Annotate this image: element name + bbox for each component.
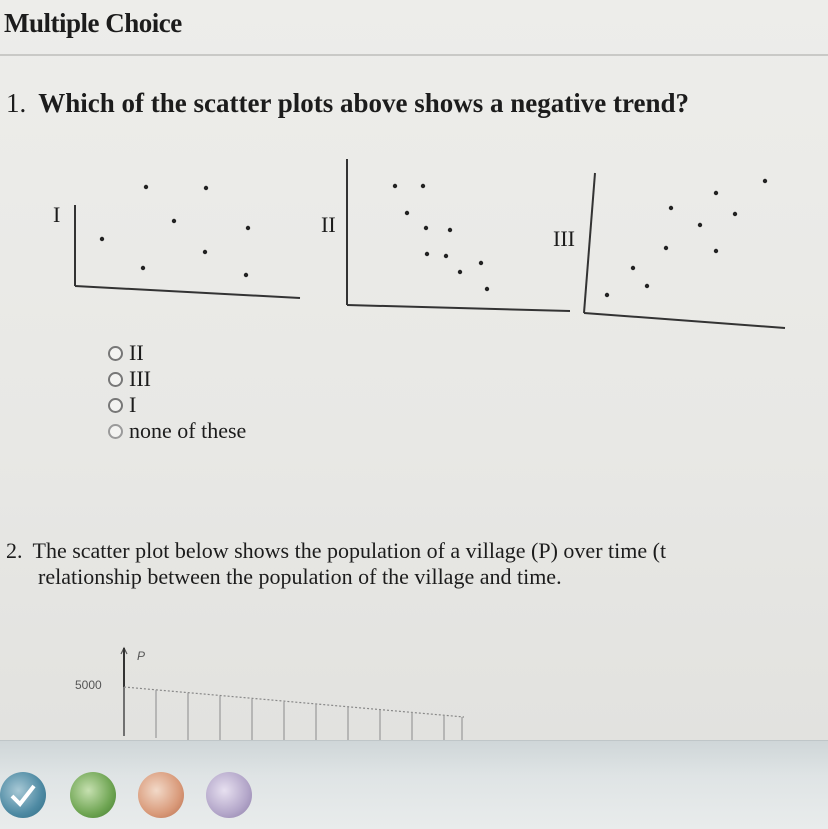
circle-icon[interactable] [138, 772, 184, 818]
option-label: I [129, 392, 137, 417]
option-iii[interactable] [108, 366, 246, 392]
question-1-prompt [6, 88, 689, 119]
scatter-plot-1-graphic [60, 150, 310, 310]
option-label: none of these [129, 418, 247, 443]
question-2-line-1: The scatter plot below shows the population of a village (P) over time (t [32, 538, 667, 563]
radio-button[interactable] [108, 424, 123, 439]
section-divider [0, 54, 828, 56]
option-label: III [129, 366, 151, 391]
plot-2-label: II [321, 212, 336, 237]
radio-button[interactable] [108, 346, 123, 361]
option-i[interactable] [108, 392, 246, 418]
question-1-options [108, 340, 246, 444]
scatter-plot-3-graphic [570, 170, 800, 335]
section-title: Multiple Choice [4, 8, 182, 38]
question-2-prompt [6, 538, 666, 590]
question-2-number: 2. [6, 538, 23, 563]
question-1-number: 1. [6, 88, 27, 118]
radio-button[interactable] [108, 398, 123, 413]
question-1-text: Which of the scatter plots above shows a negative trend? [38, 88, 689, 118]
scatter-plot-3 [570, 170, 800, 340]
option-label: II [129, 340, 144, 365]
y-axis-tick-5000: 5000 [75, 678, 102, 692]
population-graph [80, 646, 480, 751]
question-2-line-2: relationship between the population of the village and time. [38, 564, 562, 589]
scatter-plot-2-graphic [340, 155, 580, 320]
app-icon[interactable] [206, 772, 252, 818]
taskbar [0, 740, 828, 829]
option-ii[interactable] [108, 340, 246, 366]
leaf-icon[interactable] [70, 772, 116, 818]
radio-button[interactable] [108, 372, 123, 387]
scatter-plot-2 [340, 155, 580, 325]
plot-1-label: I [53, 202, 61, 227]
plot-3-label: III [553, 226, 575, 251]
population-graph-grid [80, 646, 480, 746]
y-axis-label: P [137, 649, 146, 663]
check-icon[interactable] [0, 772, 46, 818]
option-none-of-these[interactable] [108, 418, 246, 444]
scatter-plot-1 [60, 150, 310, 315]
